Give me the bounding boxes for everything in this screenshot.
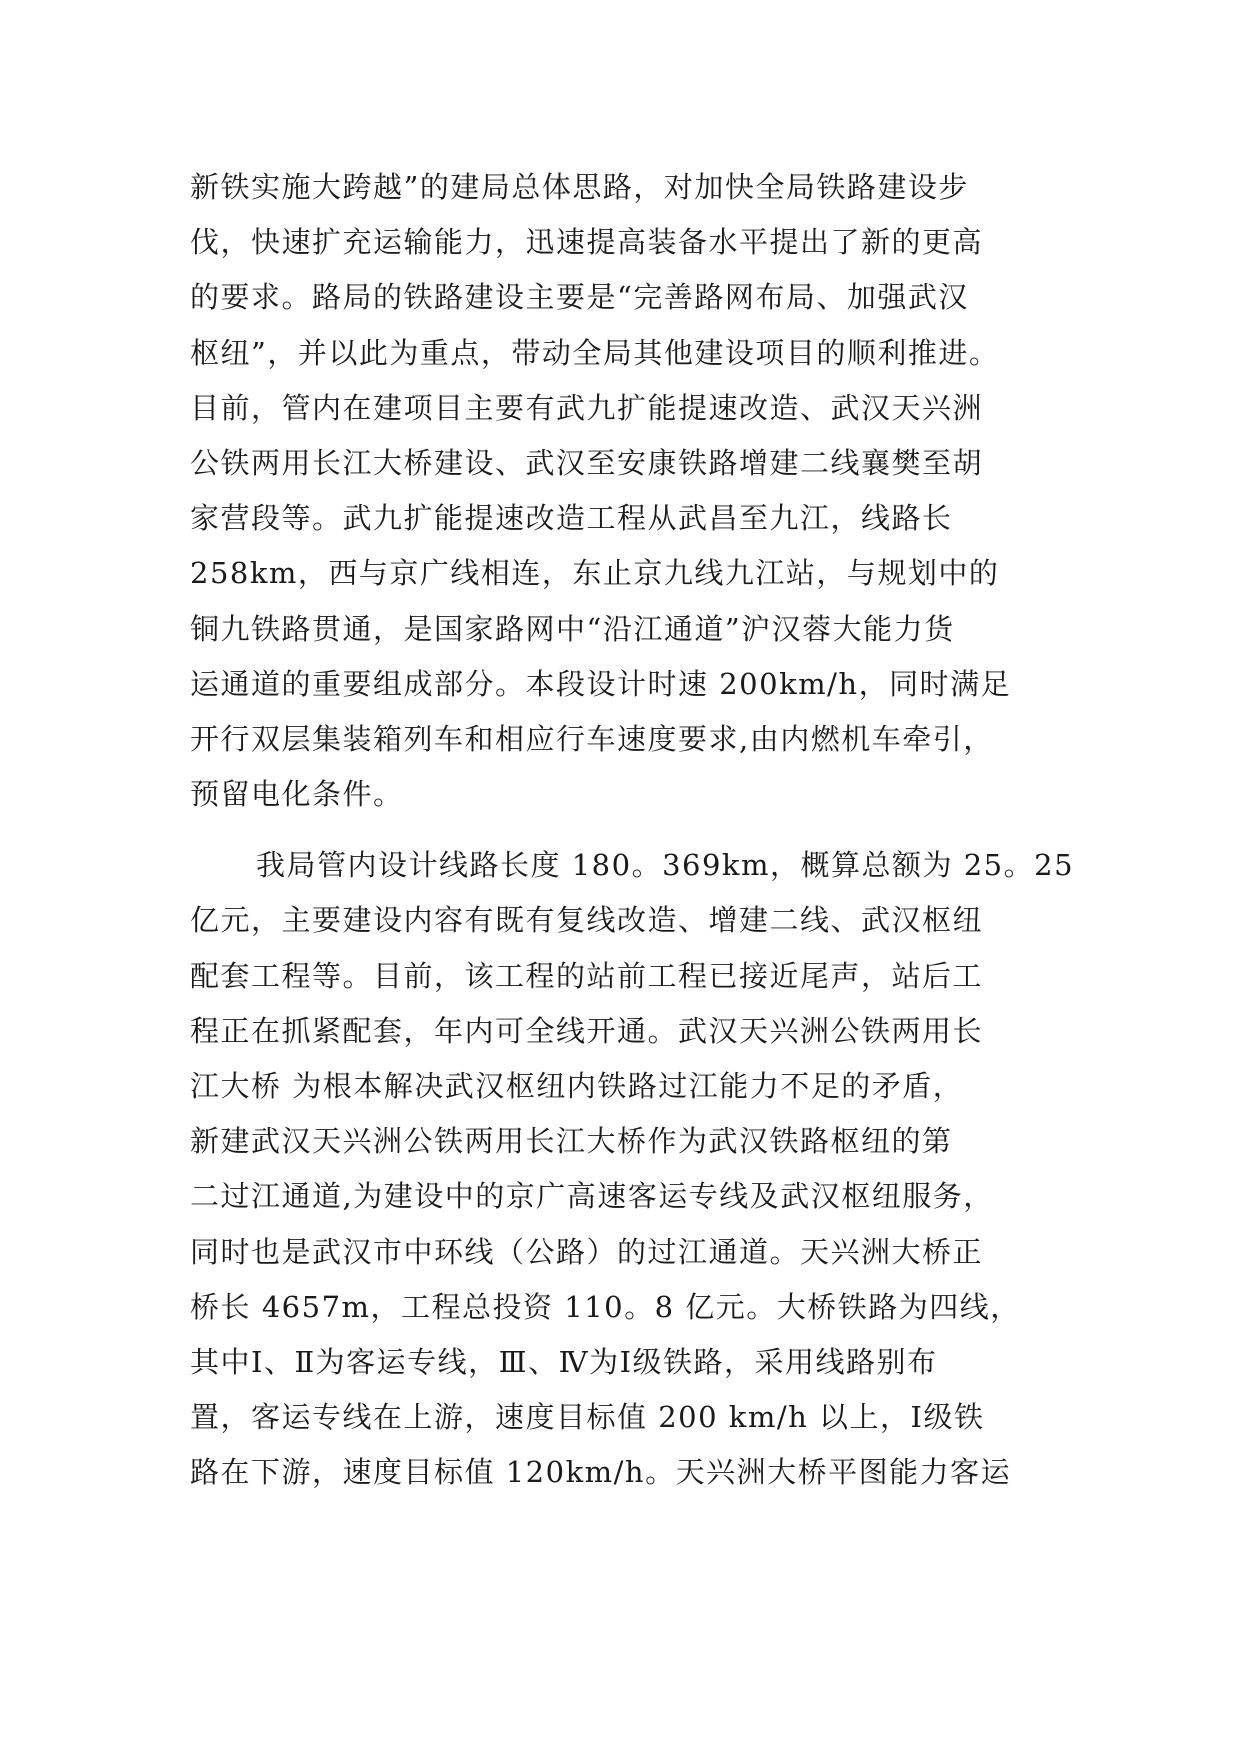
paragraph-line: 258km，西与京广线相连，东止京九线九江站，与规划中的 — [190, 556, 1000, 591]
paragraph-line: 公铁两用长江大桥建设、武汉至安康铁路增建二线襄樊至胡 — [190, 445, 984, 480]
paragraph-line: 新建武汉天兴洲公铁两用长江大桥作为武汉铁路枢纽的第 — [190, 1124, 953, 1159]
paragraph-line: 的要求。路局的铁路建设主要是“完善路网布局、加强武汉 — [190, 280, 969, 315]
paragraph-2 — [190, 838, 1075, 1500]
paragraph-line: 桥长 4657m，工程总投资 110。8 亿元。大桥铁路为四线， — [190, 1289, 1021, 1324]
paragraph-1 — [190, 160, 1060, 822]
paragraph-line: 同时也是武汉市中环线（公路）的过江通道。天兴洲大桥正 — [190, 1234, 984, 1269]
paragraph-line: 运通道的重要组成部分。本段设计时速 200km/h，同时满足 — [190, 666, 1012, 701]
paragraph-line: 枢纽”，并以此为重点，带动全局其他建设项目的顺利推进。 — [190, 335, 1000, 370]
paragraph-line: 铜九铁路贯通，是国家路网中“沿江通道”沪汉蓉大能力货 — [190, 611, 955, 646]
paragraph-line: 目前，管内在建项目主要有武九扩能提速改造、武汉天兴洲 — [190, 390, 984, 425]
paragraph-line: 二过江通道,为建设中的京广高速客运专线及武汉枢纽服务， — [190, 1179, 994, 1214]
paragraph-line: 我局管内设计线路长度 180。369km，概算总额为 25。25 — [256, 848, 1075, 883]
paragraph-line: 路在下游，速度目标值 120km/h。天兴洲大桥平图能力客运 — [190, 1455, 1012, 1490]
paragraph-line: 预留电化条件。 — [190, 777, 404, 812]
paragraph-line: 程正在抓紧配套，年内可全线开通。武汉天兴洲公铁两用长 — [190, 1013, 984, 1048]
paragraph-line: 江大桥 为根本解决武汉枢纽内铁路过江能力不足的矛盾， — [190, 1069, 964, 1103]
paragraph-line: 新铁实施大跨越”的建局总体思路，对加快全局铁路建设步 — [190, 170, 969, 204]
document-body — [190, 160, 1075, 1501]
paragraph-line: 其中Ⅰ、Ⅱ为客运专线，Ⅲ、Ⅳ为Ⅰ级铁路，采用线路别布 — [190, 1344, 938, 1379]
paragraph-line: 亿元，主要建设内容有既有复线改造、增建二线、武汉枢纽 — [190, 903, 984, 938]
paragraph-line: 开行双层集装箱列车和相应行车速度要求,由内燃机车牵引， — [190, 721, 994, 756]
paragraph-line: 置，客运专线在上游，速度目标值 200 km/h 以上，Ⅰ级铁 — [190, 1400, 985, 1435]
paragraph-line: 伐，快速扩充运输能力，迅速提高装备水平提出了新的更高 — [190, 225, 984, 260]
paragraph-line: 家营段等。武九扩能提速改造工程从武昌至九江，线路长 — [190, 501, 953, 536]
paragraph-line: 配套工程等。目前，该工程的站前工程已接近尾声，站后工 — [190, 958, 984, 993]
paragraph-spacer — [190, 822, 1060, 838]
